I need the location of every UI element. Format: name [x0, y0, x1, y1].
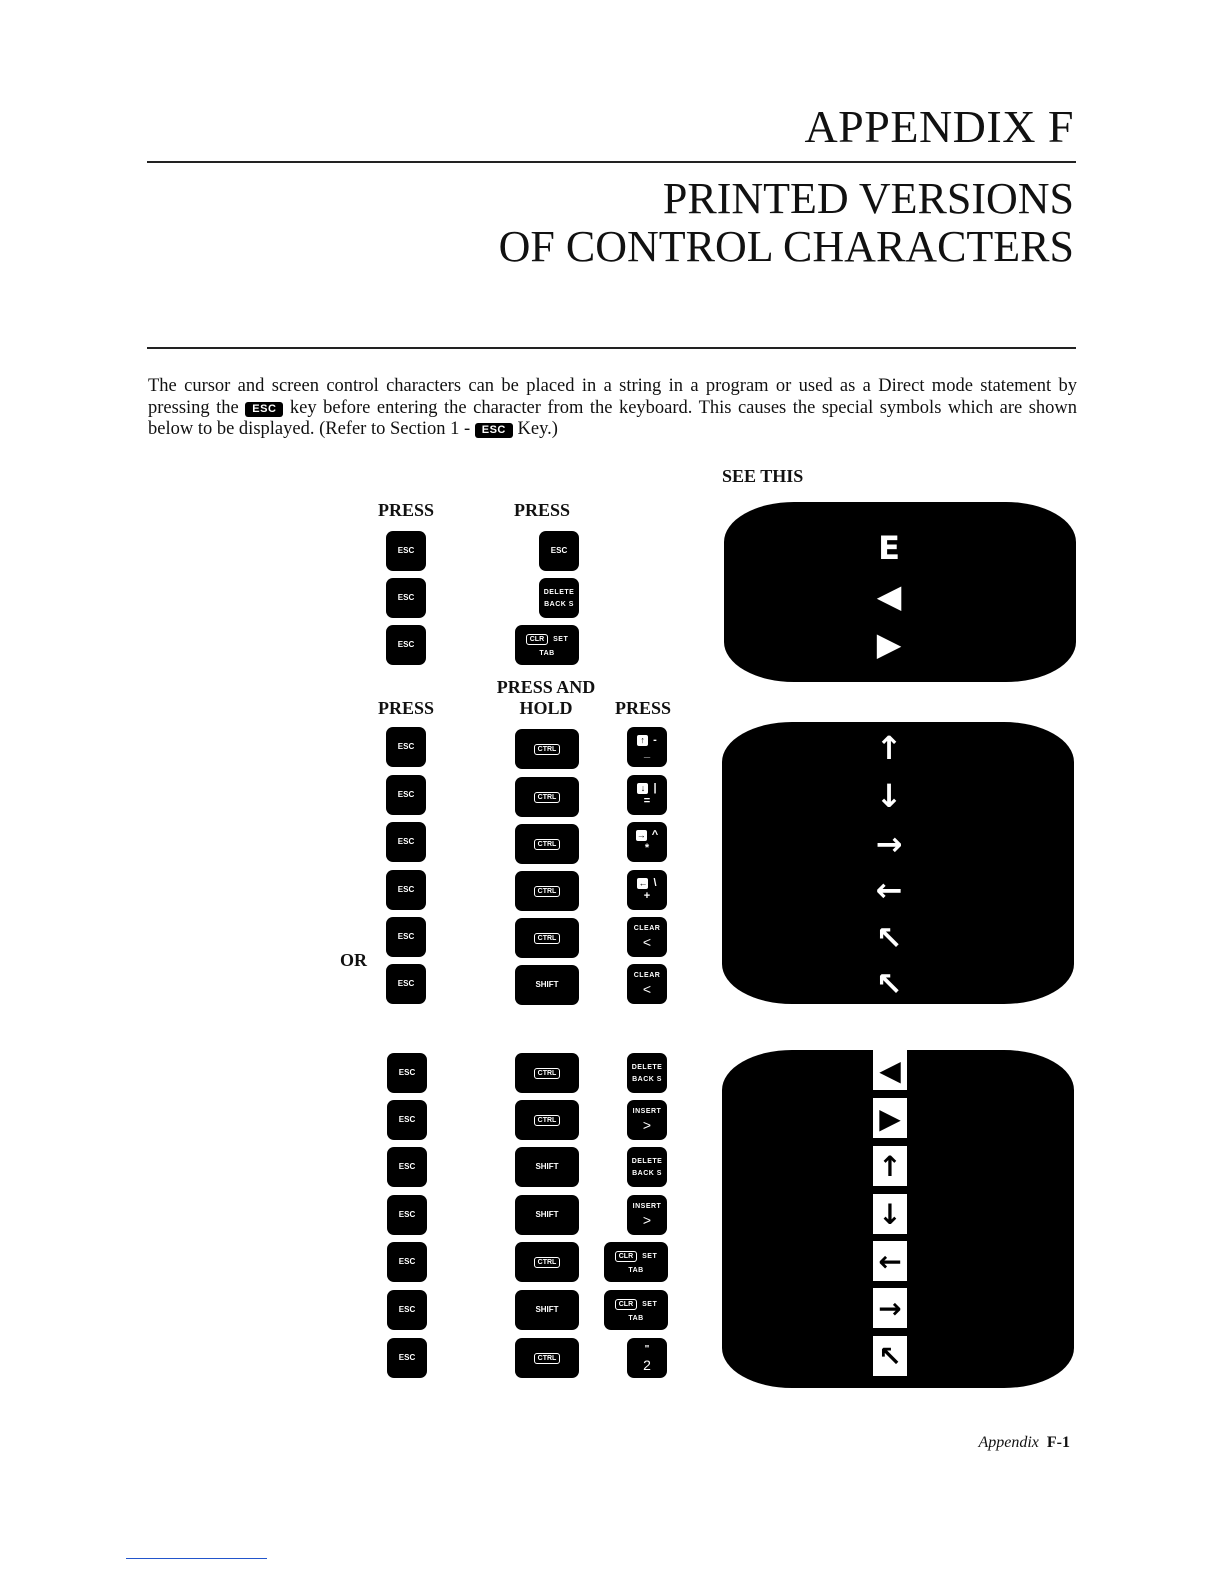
intro-text-3: Key.) — [517, 419, 558, 439]
glyph-inverse-right-triangle: ▶ — [873, 1098, 907, 1138]
esc-key: ESC — [386, 531, 426, 571]
press-heading-2a: PRESS — [378, 698, 435, 718]
page-footer — [978, 1434, 1070, 1452]
intro-text-1: The cursor and screen control characters can be placed in a string in a program or used as a Direct mode statement by pressing the — [148, 376, 1077, 418]
glyph-e: E — [878, 529, 900, 567]
or-label: OR — [340, 950, 367, 970]
ctrl-key: CTRL — [515, 1053, 579, 1093]
glyph-right-arrow: → — [875, 825, 903, 863]
up-arrow-minus-key: ↑ - _ — [627, 727, 667, 767]
glyph-inverse-up-arrow: ↑ — [873, 1146, 907, 1186]
esc-key: ESC — [387, 1242, 427, 1282]
clr-set-tab-key: CLR SET TAB — [515, 625, 579, 665]
intro-paragraph — [148, 376, 1077, 441]
left-arrow-icon: ← — [638, 878, 648, 888]
clear-key: CLEAR < — [627, 964, 667, 1004]
press-heading-2c: PRESS — [615, 698, 672, 718]
subtitle-line-2: OF CONTROL CHARACTERS — [498, 222, 1074, 271]
insert-key: INSERT > — [627, 1100, 667, 1140]
footer-label: Appendix — [978, 1434, 1039, 1451]
esc-key: ESC — [539, 531, 579, 571]
quote-two-key: " 2 — [627, 1338, 667, 1378]
ctrl-key: CTRL — [515, 1242, 579, 1282]
esc-key-inline-2: ESC — [475, 423, 513, 438]
esc-key: ESC — [386, 917, 426, 957]
press-heading-1b: PRESS — [514, 500, 571, 520]
esc-key: ESC — [386, 727, 426, 767]
intro-text-2: key before entering the character from the keyboard. This causes the special symbols which are shown below to be displayed. (Refer to Section 1 - — [148, 397, 1078, 439]
esc-key: ESC — [387, 1147, 427, 1187]
glyph-right-triangle: ▶ — [876, 625, 902, 663]
see-this-heading: SEE THIS — [722, 466, 804, 486]
delete-backs-key: DELETE BACK S — [539, 578, 579, 618]
glyph-inverse-left-triangle: ◀ — [873, 1050, 907, 1090]
shift-key: SHIFT — [515, 1195, 579, 1235]
glyph-inverse-down-arrow: ↓ — [873, 1194, 907, 1234]
esc-key: ESC — [386, 870, 426, 910]
esc-key: ESC — [387, 1053, 427, 1093]
esc-key: ESC — [386, 578, 426, 618]
glyph-down-arrow: ↓ — [875, 777, 903, 815]
title-rule — [147, 161, 1076, 163]
esc-key: ESC — [386, 822, 426, 862]
press-and-hold-heading: PRESS AND HOLD — [496, 677, 596, 718]
glyph-inverse-right-arrow: → — [873, 1288, 907, 1328]
esc-key: ESC — [386, 964, 426, 1004]
ctrl-key: CTRL — [515, 824, 579, 864]
right-arrow-star-key: → ^ * — [627, 822, 667, 862]
esc-key: ESC — [387, 1338, 427, 1378]
esc-key: ESC — [386, 625, 426, 665]
clr-set-tab-key: CLR SET TAB — [604, 1290, 668, 1330]
ctrl-key: CTRL — [515, 777, 579, 817]
up-arrow-icon: ↑ — [637, 735, 648, 746]
subtitle-line-1: PRINTED VERSIONS — [662, 174, 1074, 223]
glyph-home-arrow: ↖ — [875, 965, 903, 1003]
page-number: F-1 — [1046, 1434, 1070, 1451]
section-rule — [147, 347, 1076, 349]
glyph-inverse-left-arrow: ← — [873, 1241, 907, 1281]
press-heading-1a: PRESS — [378, 500, 435, 520]
shift-key: SHIFT — [515, 1147, 579, 1187]
esc-key: ESC — [387, 1195, 427, 1235]
ctrl-key: CTRL — [515, 918, 579, 958]
right-arrow-icon: → — [636, 830, 646, 840]
shift-key: SHIFT — [515, 1290, 579, 1330]
left-arrow-plus-key: ← \ + — [627, 870, 667, 910]
appendix-title: APPENDIX F — [804, 101, 1074, 152]
glyph-inverse-home-arrow: ↖ — [873, 1336, 907, 1376]
ctrl-key: CTRL — [515, 1100, 579, 1140]
ctrl-key: CTRL — [515, 871, 579, 911]
footer-link-line — [126, 1558, 267, 1559]
ctrl-key: CTRL — [515, 729, 579, 769]
glyph-left-triangle: ◀ — [876, 577, 902, 615]
ctrl-key: CTRL — [515, 1338, 579, 1378]
down-arrow-icon: ↓ — [637, 783, 648, 794]
clear-key: CLEAR < — [627, 917, 667, 957]
delete-backs-key: DELETE BACK S — [627, 1053, 667, 1093]
shift-key: SHIFT — [515, 965, 579, 1005]
esc-key: ESC — [386, 775, 426, 815]
esc-key: ESC — [387, 1100, 427, 1140]
delete-backs-key: DELETE BACK S — [627, 1147, 667, 1187]
glyph-home-arrow: ↖ — [875, 919, 903, 957]
esc-key-inline: ESC — [245, 402, 283, 417]
esc-key: ESC — [387, 1290, 427, 1330]
glyph-left-arrow: ← — [875, 871, 903, 909]
down-arrow-equals-key: ↓ | = — [627, 775, 667, 815]
glyph-up-arrow: ↑ — [875, 729, 903, 767]
clr-set-tab-key: CLR SET TAB — [604, 1242, 668, 1282]
insert-key: INSERT > — [627, 1195, 667, 1235]
